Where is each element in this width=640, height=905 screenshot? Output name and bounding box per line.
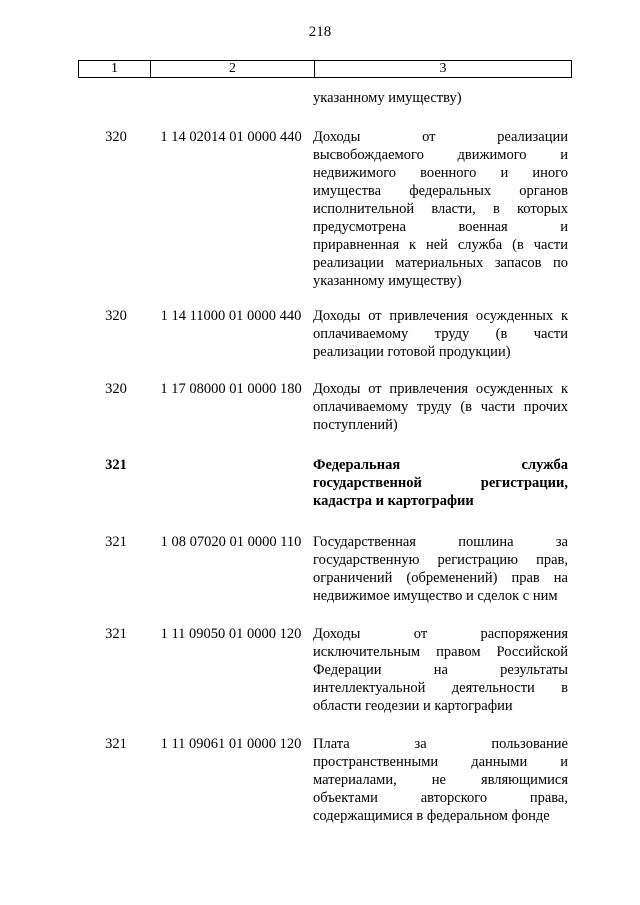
revenue-code: 1 11 09061 01 0000 120 [160, 736, 302, 752]
description-line: высвобождаемого движимого и [313, 147, 568, 163]
description-line: недвижимое имущество и сделок с ним [313, 588, 558, 604]
description-line: Федеральная служба [313, 457, 568, 473]
description-line: государственную регистрацию прав, [313, 552, 568, 568]
column-header-1: 1 [79, 61, 151, 77]
continuation-text: указанному имуществу) [313, 90, 462, 106]
description-line: материалами, не являющимися [313, 772, 568, 788]
description-line: Доходы от реализации [313, 129, 568, 145]
revenue-code: 1 08 07020 01 0000 110 [160, 534, 302, 550]
description-line: Федерации на результаты [313, 662, 568, 678]
description-line: области геодезии и картографии [313, 698, 513, 714]
description-line: Доходы от распоряжения [313, 626, 568, 642]
description-line: объектами авторского права, [313, 790, 568, 806]
admin-code: 320 [105, 129, 127, 145]
admin-code: 321 [105, 534, 127, 550]
description-line: указанному имуществу) [313, 273, 462, 289]
description-line: Доходы от привлечения осужденных к [313, 308, 568, 324]
description-line: Плата за пользование [313, 736, 568, 752]
revenue-code: 1 14 11000 01 0000 440 [160, 308, 302, 324]
description-line: кадастра и картографии [313, 493, 474, 509]
description-line: приравненная к ней служба (в части [313, 237, 568, 253]
revenue-code: 1 11 09050 01 0000 120 [160, 626, 302, 642]
description-line: оплачиваемому труду (в части прочих [313, 399, 568, 415]
description-line: государственной регистрации, [313, 475, 568, 491]
column-header-2: 2 [151, 61, 315, 77]
description-line: содержащимися в федеральном фонде [313, 808, 550, 824]
description-line: исполнительной власти, в которых [313, 201, 568, 217]
description-line: недвижимого военного и иного [313, 165, 568, 181]
description-line: исключительным правом Российской [313, 644, 568, 660]
revenue-code: 1 17 08000 01 0000 180 [160, 381, 302, 397]
description-line: ограничений (обременений) прав на [313, 570, 568, 586]
description-line: предусмотрена военная и [313, 219, 568, 235]
revenue-code: 1 14 02014 01 0000 440 [160, 129, 302, 145]
description-line: Доходы от привлечения осужденных к [313, 381, 568, 397]
admin-code: 321 [105, 626, 127, 642]
page-number: 218 [308, 24, 332, 40]
description-line: имущества федеральных органов [313, 183, 568, 199]
admin-code: 320 [105, 381, 127, 397]
column-header [78, 60, 572, 78]
description-line: Государственная пошлина за [313, 534, 568, 550]
admin-code: 321 [105, 736, 127, 752]
description-line: реализации материальных запасов по [313, 255, 568, 271]
description-line: реализации готовой продукции) [313, 344, 511, 360]
description-line: оплачиваемому труду (в части [313, 326, 568, 342]
admin-code: 321 [105, 457, 127, 473]
description-line: интеллектуальной деятельности в [313, 680, 568, 696]
description-line: поступлений) [313, 417, 398, 433]
description-line: пространственными данными и [313, 754, 568, 770]
column-header-3: 3 [439, 61, 447, 76]
admin-code: 320 [105, 308, 127, 324]
